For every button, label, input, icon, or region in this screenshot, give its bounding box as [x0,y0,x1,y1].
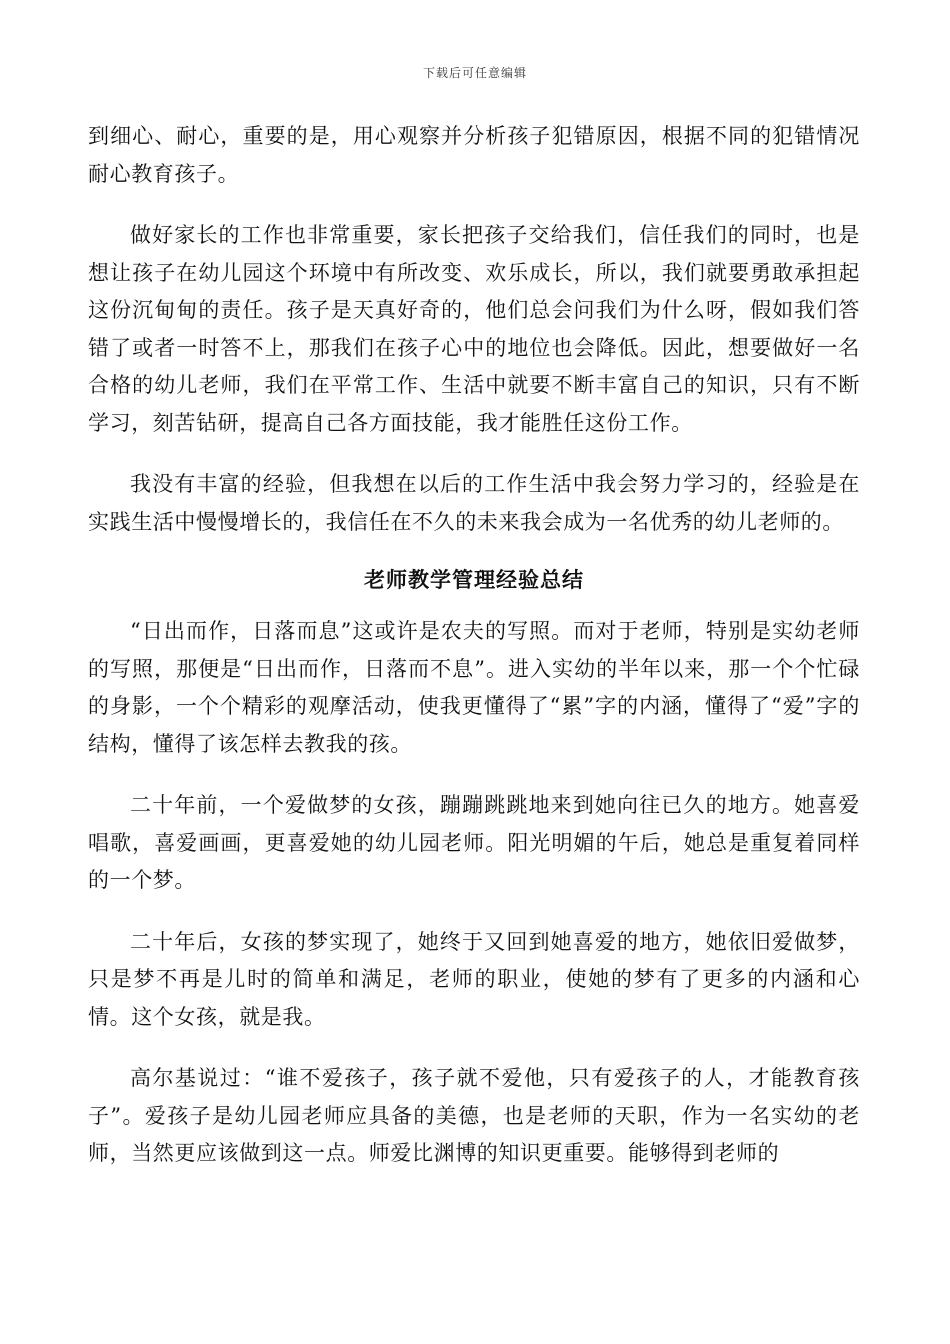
paragraph: 做好家长的工作也非常重要，家长把孩子交给我们，信任我们的同时，也是想让孩子在幼儿园这个环境中有所改变、欢乐成长，所以，我们就要勇敢承担起这份沉甸甸的责任。孩子是天真好奇的，他们总会问我们为什么呀，假如我们答错了或者一时答不上，那我们在孩子心中的地位也会降低。因此，想要做好一名合格的幼儿老师，我们在平常工作、生活中就要不断丰富自己的知识，只有不断学习，刻苦钻研，提高自己各方面技能，我才能胜任这份工作。 [88,223,860,435]
paragraph: 到细心、耐心，重要的是，用心观察并分析孩子犯错原因，根据不同的犯错情况耐心教育孩子。 [88,124,860,186]
paragraph: 高尔基说过：“谁不爱孩子，孩子就不爱他，只有爱孩子的人，才能教育孩子”。爱孩子是幼儿园老师应具备的美德，也是老师的天职，作为一名实幼的老师，当然更应该做到这一点。师爱比渊博的知识更重要。能够得到老师的 [88,1066,860,1165]
page-header: 下载后可任意编辑 [422,66,527,80]
document-body [88,118,860,1197]
paragraph: 二十年前，一个爱做梦的女孩，蹦蹦跳跳地来到她向往已久的地方。她喜爱唱歌，喜爱画画，更喜爱她的幼儿园老师。阳光明媚的午后，她总是重复着同样的一个梦。 [88,793,860,892]
paragraph: 我没有丰富的经验，但我想在以后的工作生活中我会努力学习的，经验是在实践生活中慢慢增长的，我信任在不久的未来我会成为一名优秀的幼儿老师的。 [88,472,860,534]
paragraph: 二十年后，女孩的梦实现了，她终于又回到她喜爱的地方，她依旧爱做梦，只是梦不再是儿时的简单和满足，老师的职业，使她的梦有了更多的内涵和心情。这个女孩，就是我。 [88,929,860,1029]
paragraph: “日出而作，日落而息”这或许是农夫的写照。而对于老师，特别是实幼老师的写照，那便是“日出而作，日落而不息”。进入实幼的半年以来，那一个个忙碌的身影，一个个精彩的观摩活动，使我更懂得了“累”字的内涵，懂得了“爱”字的结构，懂得了该怎样去教我的孩。 [88,619,860,756]
section-title: 老师教学管理经验总结 [364,567,584,592]
